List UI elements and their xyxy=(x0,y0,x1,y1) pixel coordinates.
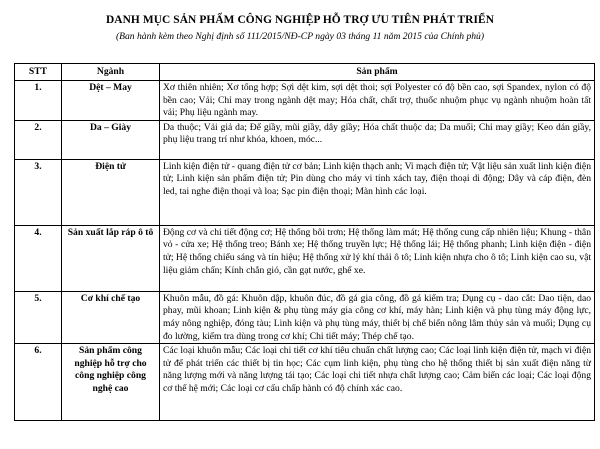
row-stt: 4. xyxy=(15,225,62,291)
row-san-pham: Các loại khuôn mẫu; Các loại chi tiết cơ khí tiêu chuẩn chất lượng cao; Các loại linh kiện điện tử, mạch vi điện tử để phát triển các thiết bị tin học; Các cụm linh kiện, phụ tùng cho hệ thống thiết bị sản xuất điện năng từ năng lượng mới và năng lượng tái tạo; Các loại chi tiết nhựa chất lượng cao; Cảm biến các loại; Các loại động cơ thế hệ mới; Các loại cơ cấu chấp hành có độ chính xác cao. xyxy=(160,344,595,421)
row-san-pham: Linh kiện điện tử - quang điện tử cơ bản; Linh kiện thạch anh; Vi mạch điện tử; Vật liệu sản xuất linh kiện điện tử; Linh kiện sản phẩm điện tử; Pin dùng cho máy vi tính xách tay, điện thoại di động; Dây và cáp điện, đèn led, tai nghe điện thoại và loa; Sạc pin điện thoại; Màn hình các loại. xyxy=(160,159,595,225)
row-san-pham: Da thuộc; Vải giả da; Đế giầy, mũi giầy, dây giầy; Hóa chất thuộc da; Da muối; Chỉ may giầy; Keo dán giầy, phụ liệu trang trí như khóa, khoen, móc... xyxy=(160,120,595,159)
row-nganh: Dệt – May xyxy=(62,81,160,121)
product-table xyxy=(14,63,595,421)
table-row xyxy=(15,225,595,291)
table-row xyxy=(15,344,595,421)
table-row xyxy=(15,159,595,225)
header-nganh: Ngành xyxy=(62,64,160,81)
table-row xyxy=(15,81,595,121)
row-stt: 5. xyxy=(15,291,62,343)
row-nganh: Cơ khí chế tạo xyxy=(62,291,160,343)
document-title: DANH MỤC SẢN PHẨM CÔNG NGHIỆP HỖ TRỢ ƯU TIÊN PHÁT TRIỂN xyxy=(105,14,495,26)
row-san-pham: Xơ thiên nhiên; Xơ tổng hợp; Sợi dệt kim, sợi dệt thoi; sợi Polyester có độ bền cao, sợi Spandex, nylon có độ bền cao; Vải; Chỉ may trong ngành dệt may; Hóa chất, chất trợ, thuốc nhuộm phục vụ ngành nhuộm hoàn tất vải; Phụ liệu ngành may. xyxy=(160,81,595,121)
header-stt: STT xyxy=(15,64,62,81)
row-stt: 6. xyxy=(15,344,62,421)
row-stt: 1. xyxy=(15,81,62,121)
table-header-row xyxy=(15,64,595,81)
row-san-pham: Khuôn mẫu, đồ gá: Khuôn dập, khuôn đúc, đồ gá gia công, đồ gá kiểm tra; Dụng cụ - dao cắt: Dao tiện, dao phay, mũi khoan; Linh kiện & phụ tùng máy gia công cơ khí, máy hàn; Linh kiện và phụ tùng máy động lực, máy nông nghiệp, đóng tàu; Linh kiện và phụ tùng máy, thiết bị chế biến nông lâm thủy sản và muối; Dụng cụ đo lường, kiểm tra dùng trong cơ khí; Chi tiết máy; Thép chế tạo. xyxy=(160,291,595,343)
row-nganh: Da – Giày xyxy=(62,120,160,159)
row-nganh: Sản xuất lắp ráp ô tô xyxy=(62,225,160,291)
table-row xyxy=(15,120,595,159)
table-row xyxy=(15,291,595,343)
header-san-pham: Sản phẩm xyxy=(160,64,595,81)
row-san-pham: Động cơ và chi tiết động cơ; Hệ thống bôi trơn; Hệ thống làm mát; Hệ thống cung cấp nhiên liệu; Khung - thân vỏ - cửa xe; Hệ thống treo; Bánh xe; Hệ thống truyền lực; Hệ thống lái; Hệ thống phanh; Linh kiện điện - điện tử; Hệ thống chiếu sáng và tín hiệu; Hệ thống xử lý khí thải ô tô; Linh kiện nhựa cho ô tô; Linh kiện cao su, vật liệu giảm chấn; Kính chắn gió, cần gạt nước, ghế xe. xyxy=(160,225,595,291)
row-stt: 3. xyxy=(15,159,62,225)
row-stt: 2. xyxy=(15,120,62,159)
row-nganh: Sản phẩm công nghiệp hỗ trợ cho công nghiệp công nghệ cao xyxy=(62,344,160,421)
row-nganh: Điện tử xyxy=(62,159,160,225)
document-subtitle: (Ban hành kèm theo Nghị định số 111/2015/NĐ-CP ngày 03 tháng 11 năm 2015 của Chính phủ) xyxy=(115,31,485,42)
